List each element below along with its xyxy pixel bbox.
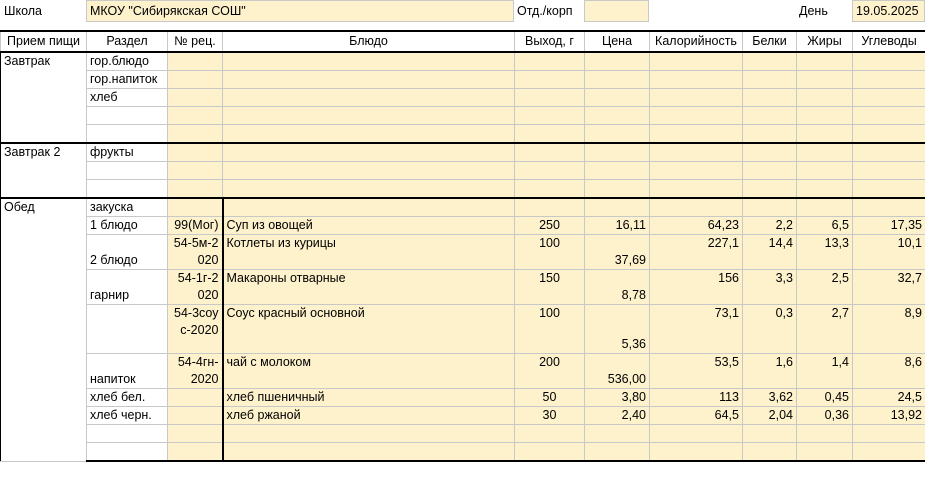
section-cell: гор.блюдо (87, 52, 168, 71)
col-recipe: № рец. (168, 31, 223, 52)
fat-cell[interactable] (797, 107, 853, 125)
price-cell[interactable] (585, 125, 650, 144)
kcal-cell[interactable] (650, 125, 743, 144)
fat-cell[interactable] (797, 162, 853, 180)
yield-cell[interactable]: 250 (515, 217, 585, 235)
dish-cell[interactable]: Суп из овощей (223, 217, 515, 235)
kcal-cell[interactable] (650, 198, 743, 217)
protein-cell[interactable]: 14,4 (743, 235, 797, 270)
school-field[interactable]: МКОУ "Сибирякская СОШ" (86, 0, 514, 22)
section-cell: гор.напиток (87, 71, 168, 89)
dish-cell[interactable] (223, 198, 515, 217)
meal-label: Завтрак 2 (1, 143, 87, 198)
protein-cell[interactable] (743, 143, 797, 162)
carbs-cell[interactable] (853, 71, 925, 89)
recipe-cell[interactable]: 54-4гн-2020 (168, 354, 223, 389)
fat-cell[interactable] (797, 52, 853, 71)
dish-cell[interactable] (223, 425, 515, 443)
kcal-cell[interactable]: 227,1 (650, 235, 743, 270)
column-header-row (1, 31, 925, 52)
table-row (1, 443, 925, 462)
table-row (1, 71, 925, 89)
dish-cell[interactable] (223, 71, 515, 89)
recipe-cell[interactable] (168, 89, 223, 107)
price-cell[interactable] (585, 198, 650, 217)
yield-cell[interactable] (515, 180, 585, 199)
dish-cell[interactable]: Котлеты из курицы (223, 235, 515, 270)
table-row (1, 235, 925, 270)
kcal-cell[interactable]: 73,1 (650, 305, 743, 354)
dish-cell[interactable]: Соус красный основной (223, 305, 515, 354)
section-cell: 1 блюдо (87, 217, 168, 235)
carbs-cell[interactable] (853, 180, 925, 199)
table-row (1, 305, 925, 354)
carbs-cell[interactable] (853, 425, 925, 443)
yield-cell[interactable] (515, 89, 585, 107)
recipe-cell[interactable]: 54-5м-2020 (168, 235, 223, 270)
section-cell: 2 блюдо (87, 235, 168, 270)
col-kcal: Калорийность (650, 31, 743, 52)
fat-cell[interactable] (797, 143, 853, 162)
carbs-cell[interactable]: 17,35 (853, 217, 925, 235)
carbs-cell[interactable] (853, 89, 925, 107)
dish-cell[interactable] (223, 52, 515, 71)
price-cell[interactable]: 3,80 (585, 389, 650, 407)
table-row (1, 52, 925, 71)
recipe-cell[interactable]: 99(Мог) (168, 217, 223, 235)
meal-label: Завтрак (1, 52, 87, 143)
protein-cell[interactable] (743, 125, 797, 144)
dish-cell[interactable] (223, 89, 515, 107)
protein-cell[interactable] (743, 443, 797, 462)
kcal-cell[interactable] (650, 89, 743, 107)
dish-cell[interactable] (223, 125, 515, 144)
yield-cell[interactable] (515, 143, 585, 162)
fat-cell[interactable]: 0,36 (797, 407, 853, 425)
price-cell[interactable]: 5,36 (585, 305, 650, 354)
table-row (1, 354, 925, 389)
table-row (1, 180, 925, 199)
carbs-cell[interactable] (853, 162, 925, 180)
dish-cell[interactable]: хлеб пшеничный (223, 389, 515, 407)
protein-cell[interactable] (743, 52, 797, 71)
section-cell: закуска (87, 198, 168, 217)
price-cell[interactable]: 8,78 (585, 270, 650, 305)
col-dish: Блюдо (223, 31, 515, 52)
price-cell[interactable] (585, 52, 650, 71)
dept-label: Отд./корп (517, 4, 573, 18)
protein-cell[interactable]: 0,3 (743, 305, 797, 354)
section-cell (87, 305, 168, 354)
carbs-cell[interactable] (853, 107, 925, 125)
protein-cell[interactable]: 3,3 (743, 270, 797, 305)
price-cell[interactable] (585, 107, 650, 125)
carbs-cell[interactable] (853, 443, 925, 462)
yield-cell[interactable] (515, 443, 585, 462)
carbs-cell[interactable]: 13,92 (853, 407, 925, 425)
section-cell: хлеб бел. (87, 389, 168, 407)
kcal-cell[interactable] (650, 71, 743, 89)
carbs-cell[interactable]: 10,1 (853, 235, 925, 270)
yield-cell[interactable] (515, 125, 585, 144)
fat-cell[interactable] (797, 425, 853, 443)
carbs-cell[interactable]: 24,5 (853, 389, 925, 407)
table-row (1, 125, 925, 144)
fat-cell[interactable]: 0,45 (797, 389, 853, 407)
dish-cell[interactable]: Макароны отварные (223, 270, 515, 305)
recipe-cell[interactable] (168, 389, 223, 407)
meal-label: Обед (1, 198, 87, 461)
protein-cell[interactable] (743, 107, 797, 125)
yield-cell[interactable] (515, 107, 585, 125)
yield-cell[interactable] (515, 198, 585, 217)
fat-cell[interactable] (797, 71, 853, 89)
price-cell[interactable] (585, 89, 650, 107)
col-yield: Выход, г (515, 31, 585, 52)
carbs-cell[interactable] (853, 125, 925, 144)
price-cell[interactable] (585, 162, 650, 180)
kcal-cell[interactable]: 113 (650, 389, 743, 407)
school-label: Школа (4, 4, 42, 18)
kcal-cell[interactable] (650, 162, 743, 180)
col-meal: Прием пищи (1, 31, 87, 52)
price-cell[interactable]: 536,00 (585, 354, 650, 389)
protein-cell[interactable]: 2,04 (743, 407, 797, 425)
recipe-cell[interactable] (168, 143, 223, 162)
kcal-cell[interactable] (650, 143, 743, 162)
section-cell: хлеб (87, 89, 168, 107)
protein-cell[interactable]: 2,2 (743, 217, 797, 235)
price-cell[interactable]: 37,69 (585, 235, 650, 270)
recipe-cell[interactable] (168, 180, 223, 199)
kcal-cell[interactable] (650, 52, 743, 71)
kcal-cell[interactable]: 64,5 (650, 407, 743, 425)
yield-cell[interactable]: 50 (515, 389, 585, 407)
table-row (1, 389, 925, 407)
section-cell: фрукты (87, 143, 168, 162)
table-row (1, 143, 925, 162)
recipe-cell[interactable] (168, 162, 223, 180)
col-fat: Жиры (797, 31, 853, 52)
kcal-cell[interactable]: 53,5 (650, 354, 743, 389)
day-label: День (799, 4, 828, 18)
recipe-cell[interactable] (168, 198, 223, 217)
fat-cell[interactable]: 2,7 (797, 305, 853, 354)
dish-cell[interactable] (223, 162, 515, 180)
fat-cell[interactable] (797, 125, 853, 144)
section-cell (87, 162, 168, 180)
recipe-cell[interactable] (168, 443, 223, 462)
price-cell[interactable] (585, 143, 650, 162)
yield-cell[interactable] (515, 162, 585, 180)
protein-cell[interactable]: 1,6 (743, 354, 797, 389)
dish-cell[interactable]: хлеб ржаной (223, 407, 515, 425)
day-field[interactable]: 19.05.2025 (852, 0, 925, 22)
kcal-cell[interactable] (650, 425, 743, 443)
yield-cell[interactable] (515, 52, 585, 71)
dish-cell[interactable] (223, 143, 515, 162)
price-cell[interactable] (585, 180, 650, 199)
table-row (1, 217, 925, 235)
recipe-cell[interactable] (168, 425, 223, 443)
carbs-cell[interactable] (853, 143, 925, 162)
recipe-cell[interactable] (168, 125, 223, 144)
section-cell (87, 443, 168, 462)
protein-cell[interactable] (743, 180, 797, 199)
section-cell: напиток (87, 354, 168, 389)
recipe-cell[interactable] (168, 52, 223, 71)
dept-field[interactable] (584, 0, 649, 22)
protein-cell[interactable] (743, 198, 797, 217)
kcal-cell[interactable]: 64,23 (650, 217, 743, 235)
table-row (1, 198, 925, 217)
dish-cell[interactable] (223, 443, 515, 462)
fat-cell[interactable] (797, 443, 853, 462)
recipe-cell[interactable]: 54-1г-2020 (168, 270, 223, 305)
price-cell[interactable] (585, 425, 650, 443)
table-row (1, 89, 925, 107)
col-carbs: Углеводы (853, 31, 925, 52)
recipe-cell[interactable] (168, 107, 223, 125)
yield-cell[interactable]: 100 (515, 235, 585, 270)
protein-cell[interactable] (743, 162, 797, 180)
yield-cell[interactable] (515, 71, 585, 89)
section-cell (87, 125, 168, 144)
kcal-cell[interactable] (650, 180, 743, 199)
recipe-cell[interactable] (168, 71, 223, 89)
yield-cell[interactable]: 150 (515, 270, 585, 305)
kcal-cell[interactable]: 156 (650, 270, 743, 305)
carbs-cell[interactable] (853, 52, 925, 71)
sheet-header (0, 0, 925, 24)
col-price: Цена (585, 31, 650, 52)
section-cell (87, 425, 168, 443)
fat-cell[interactable]: 13,3 (797, 235, 853, 270)
fat-cell[interactable] (797, 89, 853, 107)
fat-cell[interactable] (797, 180, 853, 199)
dish-cell[interactable] (223, 107, 515, 125)
price-cell[interactable]: 16,11 (585, 217, 650, 235)
section-cell: хлеб черн. (87, 407, 168, 425)
price-cell[interactable] (585, 71, 650, 89)
yield-cell[interactable]: 100 (515, 305, 585, 354)
col-section: Раздел (87, 31, 168, 52)
protein-cell[interactable] (743, 71, 797, 89)
yield-cell[interactable]: 30 (515, 407, 585, 425)
fat-cell[interactable] (797, 198, 853, 217)
table-row (1, 270, 925, 305)
kcal-cell[interactable] (650, 107, 743, 125)
yield-cell[interactable] (515, 425, 585, 443)
protein-cell[interactable]: 3,62 (743, 389, 797, 407)
protein-cell[interactable] (743, 425, 797, 443)
section-cell (87, 107, 168, 125)
carbs-cell[interactable]: 32,7 (853, 270, 925, 305)
dish-cell[interactable] (223, 180, 515, 199)
table-row (1, 107, 925, 125)
protein-cell[interactable] (743, 89, 797, 107)
fat-cell[interactable]: 1,4 (797, 354, 853, 389)
yield-cell[interactable]: 200 (515, 354, 585, 389)
fat-cell[interactable]: 6,5 (797, 217, 853, 235)
section-cell (87, 180, 168, 199)
carbs-cell[interactable]: 8,9 (853, 305, 925, 354)
table-row (1, 162, 925, 180)
carbs-cell[interactable] (853, 198, 925, 217)
kcal-cell[interactable] (650, 443, 743, 462)
price-cell[interactable]: 2,40 (585, 407, 650, 425)
recipe-cell[interactable] (168, 407, 223, 425)
price-cell[interactable] (585, 443, 650, 462)
table-row (1, 425, 925, 443)
dish-cell[interactable]: чай с молоком (223, 354, 515, 389)
table-row (1, 407, 925, 425)
menu-table (0, 30, 925, 462)
recipe-cell[interactable]: 54-3соус-2020 (168, 305, 223, 354)
carbs-cell[interactable]: 8,6 (853, 354, 925, 389)
col-protein: Белки (743, 31, 797, 52)
fat-cell[interactable]: 2,5 (797, 270, 853, 305)
section-cell: гарнир (87, 270, 168, 305)
